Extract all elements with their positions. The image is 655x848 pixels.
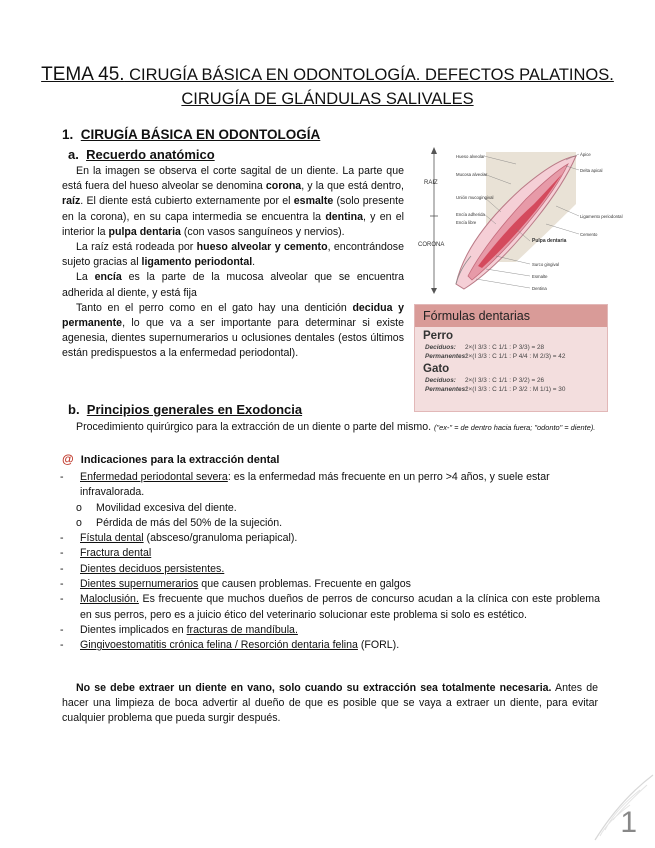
- diagram-label: Unión mucogingival: [456, 195, 494, 200]
- exodoncia-text: Procedimiento quirúrgico para la extracción de un diente o parte del mismo. ("ex-" = de dentro hacia fuera; "odonto" = diente).: [76, 421, 596, 433]
- paragraph: En la imagen se observa el corte sagital de un diente. La parte que está fuera del hueso alveolar se denomina corona, y la que está dentro, raíz. El diente está cubierto externamente por el esmalte (solo presente en la corona), en su capa intermedia se encuentra la dentina, y en el interior la pulpa dentaria (con vasos sanguíneos y nervios).: [62, 165, 404, 238]
- diagram-label: Encía adherida: [456, 212, 485, 217]
- diagram-label: Ligamento periodontal: [580, 214, 623, 219]
- diagram-label: Encía libre: [456, 220, 477, 225]
- diagram-label: Dentina: [532, 286, 547, 291]
- formula-row: Deciduos: 2×(I 3/3 : C 1/1 : P 3/2) = 26: [425, 377, 545, 384]
- page-number: 1: [620, 806, 637, 839]
- sub-list-item: o Movilidad excesiva del diente.: [76, 501, 237, 514]
- paragraph: La encía es la parte de la mucosa alveolar que se encuentra adherida al diente, y está fija: [62, 271, 404, 299]
- diagram-label: Hueso alveolar: [456, 154, 485, 159]
- diagram-label: Esmalte: [532, 274, 548, 279]
- indications-heading: @ Indicaciones para la extracción dental: [62, 452, 280, 466]
- sub-list-item: o Pérdida de más del 50% de la sujeción.: [76, 516, 283, 529]
- subsection-b-heading: b. Principios generales en Exodoncia: [68, 402, 303, 417]
- formula-row: Permanentes:2×(I 3/3 : C 1/1 : P 3/2 : M 1/1) = 30: [425, 386, 566, 393]
- species-name: Gato: [423, 363, 450, 375]
- list-item: - Dientes supernumerarios que causen problemas. Frecuente en galgos: [60, 578, 411, 591]
- list-item: - Fístula dental (absceso/granuloma periapical).: [60, 532, 298, 545]
- diagram-label: RAIZ: [424, 180, 438, 186]
- diagram-label: Mucosa alveolar: [456, 172, 488, 177]
- list-item: - Dientes implicados en fracturas de mandíbula.: [60, 623, 298, 636]
- diagram-label: Cemento: [580, 232, 598, 237]
- list-item: - Gingivoestomatitis crónica felina / Resorción dentaria felina (FORL).: [60, 639, 400, 652]
- species-name: Perro: [423, 330, 454, 342]
- dental-formulas-box: [414, 304, 608, 412]
- diagram-label: CORONA: [418, 242, 445, 248]
- anatomy-text: [62, 164, 404, 362]
- paragraph: Tanto en el perro como en el gato hay una dentición decidua y permanente, lo que va a ser importante para determinar si existe agenesia, dientes supernumerarios u oclusiones dentales (estos últimos están predispuestos a la enfermedad periodontal).: [62, 301, 405, 360]
- list-item: - Dientes deciduos persistentes.: [60, 562, 225, 575]
- indications-list: [60, 470, 600, 654]
- list-item: - Maloclusión. Es frecuente que muchos dueños de perros de concurso acudan a la clínica con este problema en sus perros, pero es a juicio ético del veterinario solucionar este problema si solo es estético.: [60, 593, 600, 621]
- paragraph: La raíz está rodeada por hueso alveolar y cemento, encontrándose sujeto gracias al ligamento periodontal.: [62, 241, 404, 269]
- diagram-label: Delta apical: [580, 168, 603, 173]
- tooth-diagram: [416, 144, 623, 294]
- section-heading: 1. CIRUGÍA BÁSICA EN ODONTOLOGÍA: [62, 127, 321, 142]
- closing-paragraph: No se debe extraer un diente en vano, solo cuando su extracción sea totalmente necesaria. Antes de hacer una limpieza de boca advertir al dueño de que es posible que se vaya a extraer un diente, para evitar cualquier problema que pueda surgir después.: [62, 682, 598, 725]
- title-prefix: TEMA 45.: [41, 64, 125, 85]
- page-subtitle: CIRUGÍA DE GLÁNDULAS SALIVALES: [181, 90, 474, 108]
- subsection-a-heading: a. Recuerdo anatómico: [68, 147, 215, 162]
- formula-row: Permanentes:2×(I 3/3 : C 1/1 : P 4/4 : M 2/3) = 42: [425, 353, 566, 360]
- swirl-icon: @: [62, 452, 74, 466]
- diagram-label: Pulpa dentaria: [532, 238, 567, 244]
- title-main: CIRUGÍA BÁSICA EN ODONTOLOGÍA. DEFECTOS PALATINOS.: [124, 66, 614, 84]
- diagram-label: Ápice: [580, 152, 591, 157]
- formula-row: Deciduos: 2×(I 3/3 : C 1/1 : P 3/3) = 28: [425, 344, 545, 351]
- page-title: [0, 64, 655, 86]
- formulas-title: Fórmulas dentarias: [415, 305, 607, 327]
- list-item: - Fractura dental: [60, 547, 152, 560]
- diagram-label: Surco gingival: [532, 262, 559, 267]
- list-item: - Enfermedad periodontal severa: es la enfermedad más frecuente en un perro >4 años, y suele estar infravalorada.: [60, 471, 550, 499]
